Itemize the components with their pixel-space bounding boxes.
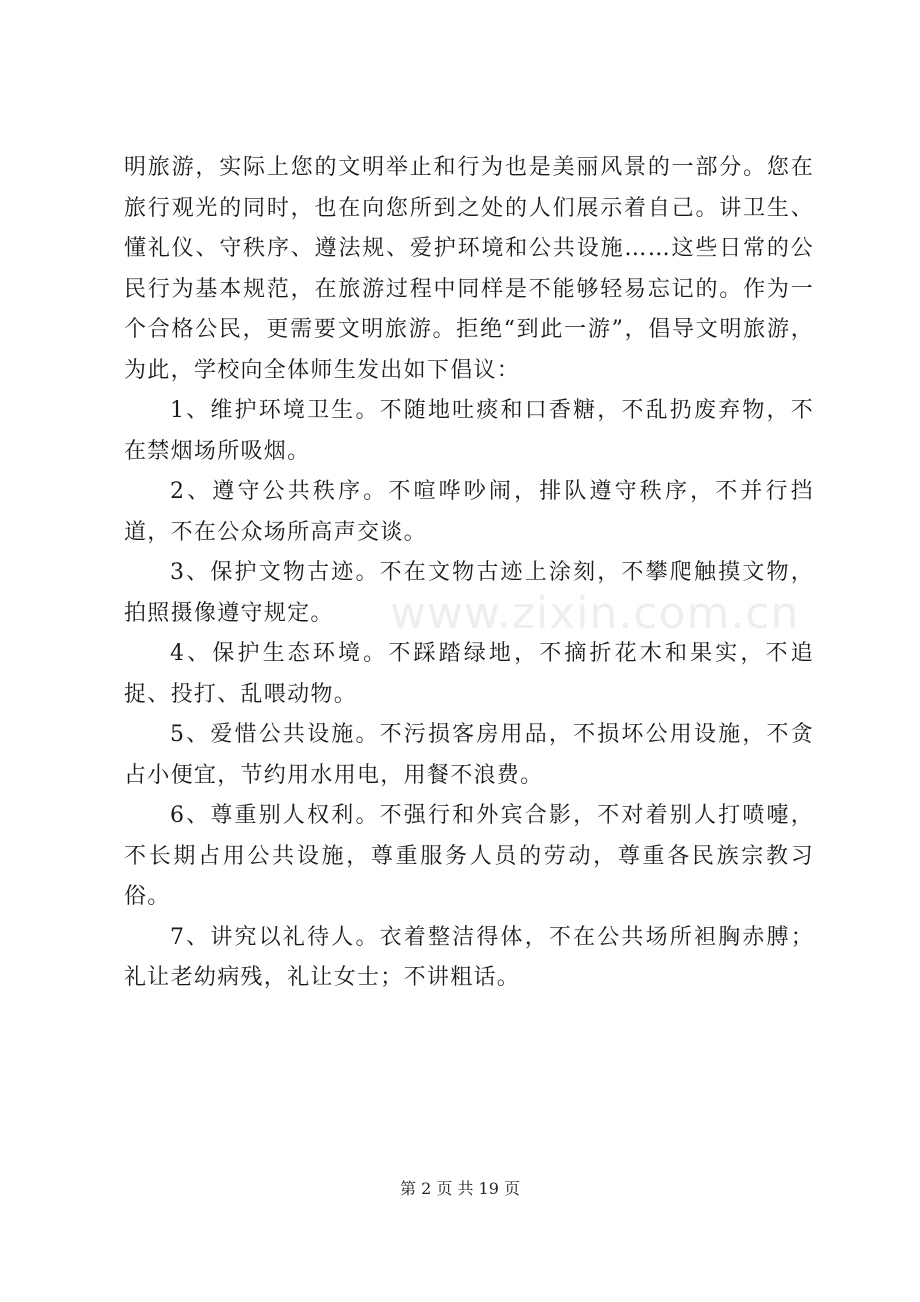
paragraph-intro: 明旅游，实际上您的文明举止和行为也是美丽风景的一部分。您在旅行观光的同时，也在向您所到之处的人们展示着自己。讲卫生、懂礼仪、守秩序、遵法规、爱护环境和公共设施……这些日常的公民行为基本规范，在旅游过程中同样是不能够轻易忘记的。作为一个合格公民，更需要文明旅游。拒绝“到此一游”，倡导文明旅游，为此，学校向全体师生发出如下倡议：	[124, 155, 814, 383]
paragraph-item-6: 6、尊重别人权利。不强行和外宾合影，不对着别人打喷嚏，不长期占用公共设施，尊重服务人员的劳动，尊重各民族宗教习俗。	[124, 803, 814, 909]
paragraph-item-2: 2、遵守公共秩序。不喧哗吵闹，排队遵守秩序，不并行挡道，不在公众场所高声交谈。	[124, 479, 814, 545]
paragraph-item-1: 1、维护环境卫生。不随地吐痰和口香糖，不乱扔废弃物，不在禁烟场所吸烟。	[124, 398, 814, 464]
paragraph-item-3: 3、保护文物古迹。不在文物古迹上涂刻，不攀爬触摸文物，拍照摄像遵守规定。	[124, 560, 814, 626]
page-footer: 第 2 页 共 19 页	[400, 1179, 520, 1198]
watermark: www.zixin.com.cn	[390, 588, 800, 639]
paragraph-item-7: 7、讲究以礼待人。衣着整洁得体，不在公共场所袒胸赤膊；礼让老幼病残，礼让女士；不讲粗话。	[124, 924, 814, 990]
paragraph-item-5: 5、爱惜公共设施。不污损客房用品，不损坏公用设施，不贪占小便宜，节约用水用电，用餐不浪费。	[124, 722, 814, 788]
document-body	[124, 148, 814, 999]
paragraph-item-4: 4、保护生态环境。不踩踏绿地，不摘折花木和果实，不追捉、投打、乱喂动物。	[124, 641, 814, 707]
